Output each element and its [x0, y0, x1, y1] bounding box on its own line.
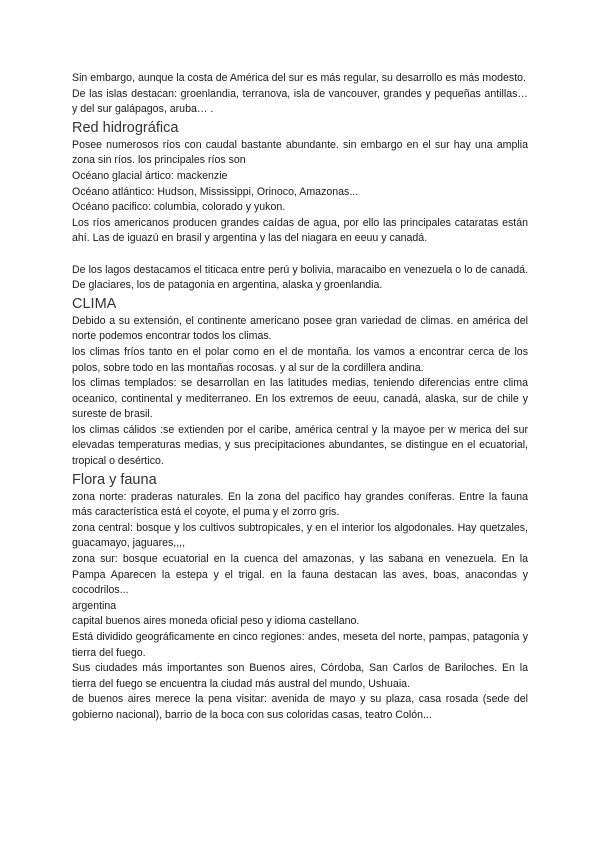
clima-paragraph-3: los climas templados: se desarrollan en las latitudes medias, teniendo diferencias entre clima oceanico, continental y mediterraneo. En los extremos de eeuu, canadá, alaska, sur de chile y sureste de brasil. — [72, 377, 528, 421]
hidro-paragraph-3: Océano atlántico: Hudson, Mississippi, Orinoco, Amazonas... — [72, 185, 359, 198]
hidro-paragraph-1: Posee numerosos ríos con caudal bastante abundante. sin embargo en el sur hay una amplia zona sin ríos. los principales ríos son — [72, 138, 528, 167]
intro-paragraph-1: Sin embargo, aunque la costa de América del sur es más regular, su desarrollo es más modesto. — [72, 72, 526, 84]
clima-paragraph-2: los climas fríos tanto en el polar como en el de montaña. los vamos a encontrar cerca de los polos, sobre todo en las montañas rocosas. y al sur de la cordillera andina. — [72, 345, 528, 374]
clima-paragraph-4: los climas cálidos :se extienden por el caribe, américa central y la mayoe per w merica del sur elevadas temperaturas medias, y sus precipitaciones abundantes, se distingue en el ecuatorial, tropical o desértico. — [72, 423, 528, 468]
flora-paragraph-5: capital buenos aires moneda oficial peso y idioma castellano. — [72, 615, 360, 628]
flora-paragraph-1: zona norte: praderas naturales. En la zona del pacifico hay grandes coníferas. Entre la fauna más característica está el coyote, el puma y el zorro gris. — [72, 490, 528, 519]
flora-paragraph-7: Sus ciudades más importantes son Buenos aires, Córdoba, San Carlos de Bariloches. En la tierra del fuego se encuentra la ciudad más austral del mundo, Ushuaia. — [72, 662, 528, 690]
hidro-paragraph-5: Los ríos americanos producen grandes caídas de agua, por ello las principales cataratas están ahí. Las de iguazú en brasil y argentina y las del niagara en eeuu y canadá. — [72, 216, 528, 245]
section-title-clima: CLIMA — [72, 295, 117, 312]
section-title-hidrografia: Red hidrográfica — [72, 119, 179, 136]
clima-paragraph-1: Debido a su extensión, el continente americano posee gran variedad de climas. en américa del norte podemos encontrar todos los climas. — [72, 314, 528, 343]
hidro-paragraph-2: Océano glacial ártico: mackenzie — [72, 169, 228, 182]
hidro-paragraph-6: De los lagos destacamos el titicaca entre perú y bolivia, maracaibo en venezuela o lo de canadá. De glaciares, los de patagonia en argentina, alaska y groenlandia. — [72, 263, 528, 292]
flora-paragraph-8: de buenos aires merece la pena visitar: avenida de mayo y su plaza, casa rosada (sede del gobierno nacional), barrio de la boca con sus coloridas casas, teatro Colón... — [72, 693, 528, 721]
document-page — [72, 71, 528, 724]
hidro-paragraph-4: Océano pacifico: columbia, colorado y yukon. — [72, 201, 286, 214]
section-title-flora-fauna: Flora y fauna — [72, 471, 157, 488]
flora-paragraph-3: zona sur: bosque ecuatorial en la cuenca del amazonas, y las sabana en venezuela. En la Pampa Aparecen la estepa y el trigal. en la fauna destacan las aves, boas, anacondas y cocodrilos... — [72, 553, 528, 597]
flora-paragraph-2: zona central: bosque y los cultivos subtropicales, y en el interior los algodonales. Hay quetzales, guacamayo, jaguares,,,, — [72, 521, 528, 550]
flora-paragraph-6: Está dividido geográficamente en cinco regiones: andes, meseta del norte, pampas, patagonia y tierra del fuego. — [72, 631, 528, 659]
intro-paragraph-2: De las islas destacan: groenlandia, terranova, isla de vancouver, grandes y pequeñas antillas… y del sur galápagos, aruba… . — [72, 87, 528, 116]
flora-paragraph-4: argentina — [72, 599, 117, 612]
